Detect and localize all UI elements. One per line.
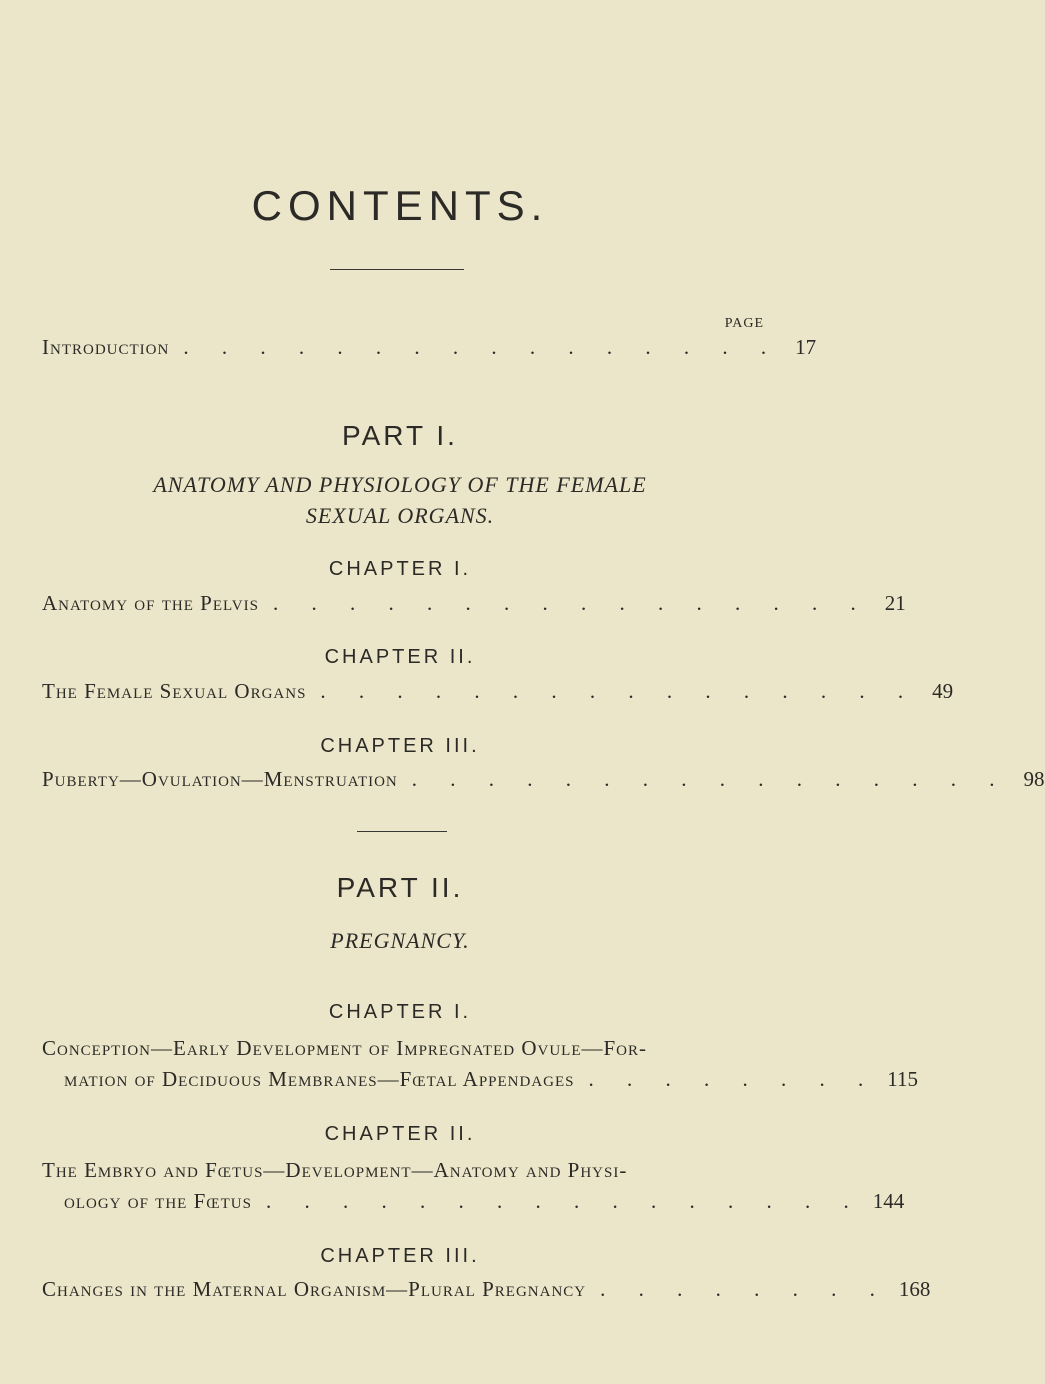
part-divider — [357, 831, 447, 832]
title-divider — [330, 269, 464, 270]
entry-label-line2: mation of Deciduous Membranes—Fœtal Appendages — [64, 1067, 575, 1091]
toc-entry-part1-chapter1[interactable] — [42, 591, 906, 616]
part-2-chapter-3-heading: CHAPTER III. — [320, 1245, 480, 1267]
part-1-subtitle — [0, 469, 800, 531]
entry-label-line1: Conception—Early Development of Impregnated Ovule—For- — [42, 1036, 647, 1060]
entry-label: Anatomy of the Pelvis — [42, 591, 259, 615]
part-1-chapter-2-heading: CHAPTER II. — [324, 646, 476, 668]
entry-page-number: 144 — [872, 1189, 905, 1213]
entry-leader: . . . . . . . . . . . . . . . . — [272, 591, 870, 615]
toc-entry-part2-chapter1[interactable] — [42, 1033, 919, 1095]
part-2-chapter-2-heading: CHAPTER II. — [324, 1123, 476, 1145]
part-1-subtitle-line2: SEXUAL ORGANS. — [305, 503, 495, 528]
part-2-chapter-1-heading: CHAPTER I. — [328, 1001, 472, 1023]
entry-page-number: 98 — [1023, 767, 1045, 791]
page-column-header: PAGE — [724, 316, 764, 331]
entry-line2 — [42, 1064, 919, 1095]
part-1-subtitle-line1: ANATOMY AND PHYSIOLOGY OF THE FEMALE — [153, 472, 647, 497]
toc-entry-part2-chapter2[interactable] — [42, 1155, 905, 1217]
part-1-chapter-3-heading: CHAPTER III. — [320, 735, 480, 757]
entry-page-number: 115 — [887, 1067, 919, 1091]
entry-label-line2: ology of the Fœtus — [64, 1189, 252, 1213]
part-1-heading: PART I. — [342, 420, 458, 451]
part-1-chapter-1-heading: CHAPTER I. — [328, 558, 472, 580]
toc-entry-part2-chapter3[interactable] — [42, 1277, 931, 1302]
toc-entry-part1-chapter2[interactable] — [42, 679, 954, 704]
entry-leader: . . . . . . . . . . . . . . . . — [320, 679, 918, 703]
part-2-subtitle: PREGNANCY. — [330, 928, 470, 953]
entry-line2 — [42, 1186, 905, 1217]
entry-page-number: 49 — [932, 679, 954, 703]
page-title: CONTENTS. — [251, 182, 549, 229]
entry-page-number: 17 — [795, 335, 817, 359]
entry-label: Puberty—Ovulation—Menstruation — [42, 767, 398, 791]
entry-leader: . . . . . . . . . . . . . . . . — [411, 767, 1009, 791]
entry-label-line1: The Embryo and Fœtus—Development—Anatomy and Physi- — [42, 1158, 628, 1182]
entry-page-number: 168 — [898, 1277, 931, 1301]
toc-entry-introduction[interactable] — [42, 335, 817, 360]
entry-leader: . . . . . . . . — [588, 1067, 878, 1091]
entry-page-number: 21 — [884, 591, 906, 615]
entry-leader: . . . . . . . . . . . . . . . . — [183, 335, 781, 359]
entry-leader: . . . . . . . . . . . . . . . . — [265, 1189, 863, 1213]
entry-label: Introduction — [42, 335, 170, 359]
part-2-heading: PART II. — [336, 872, 464, 903]
entry-leader: . . . . . . . . — [600, 1277, 889, 1301]
entry-label: Changes in the Maternal Organism—Plural Pregnancy — [42, 1277, 587, 1301]
entry-label: The Female Sexual Organs — [42, 679, 307, 703]
toc-entry-part1-chapter3[interactable] — [42, 767, 1045, 792]
